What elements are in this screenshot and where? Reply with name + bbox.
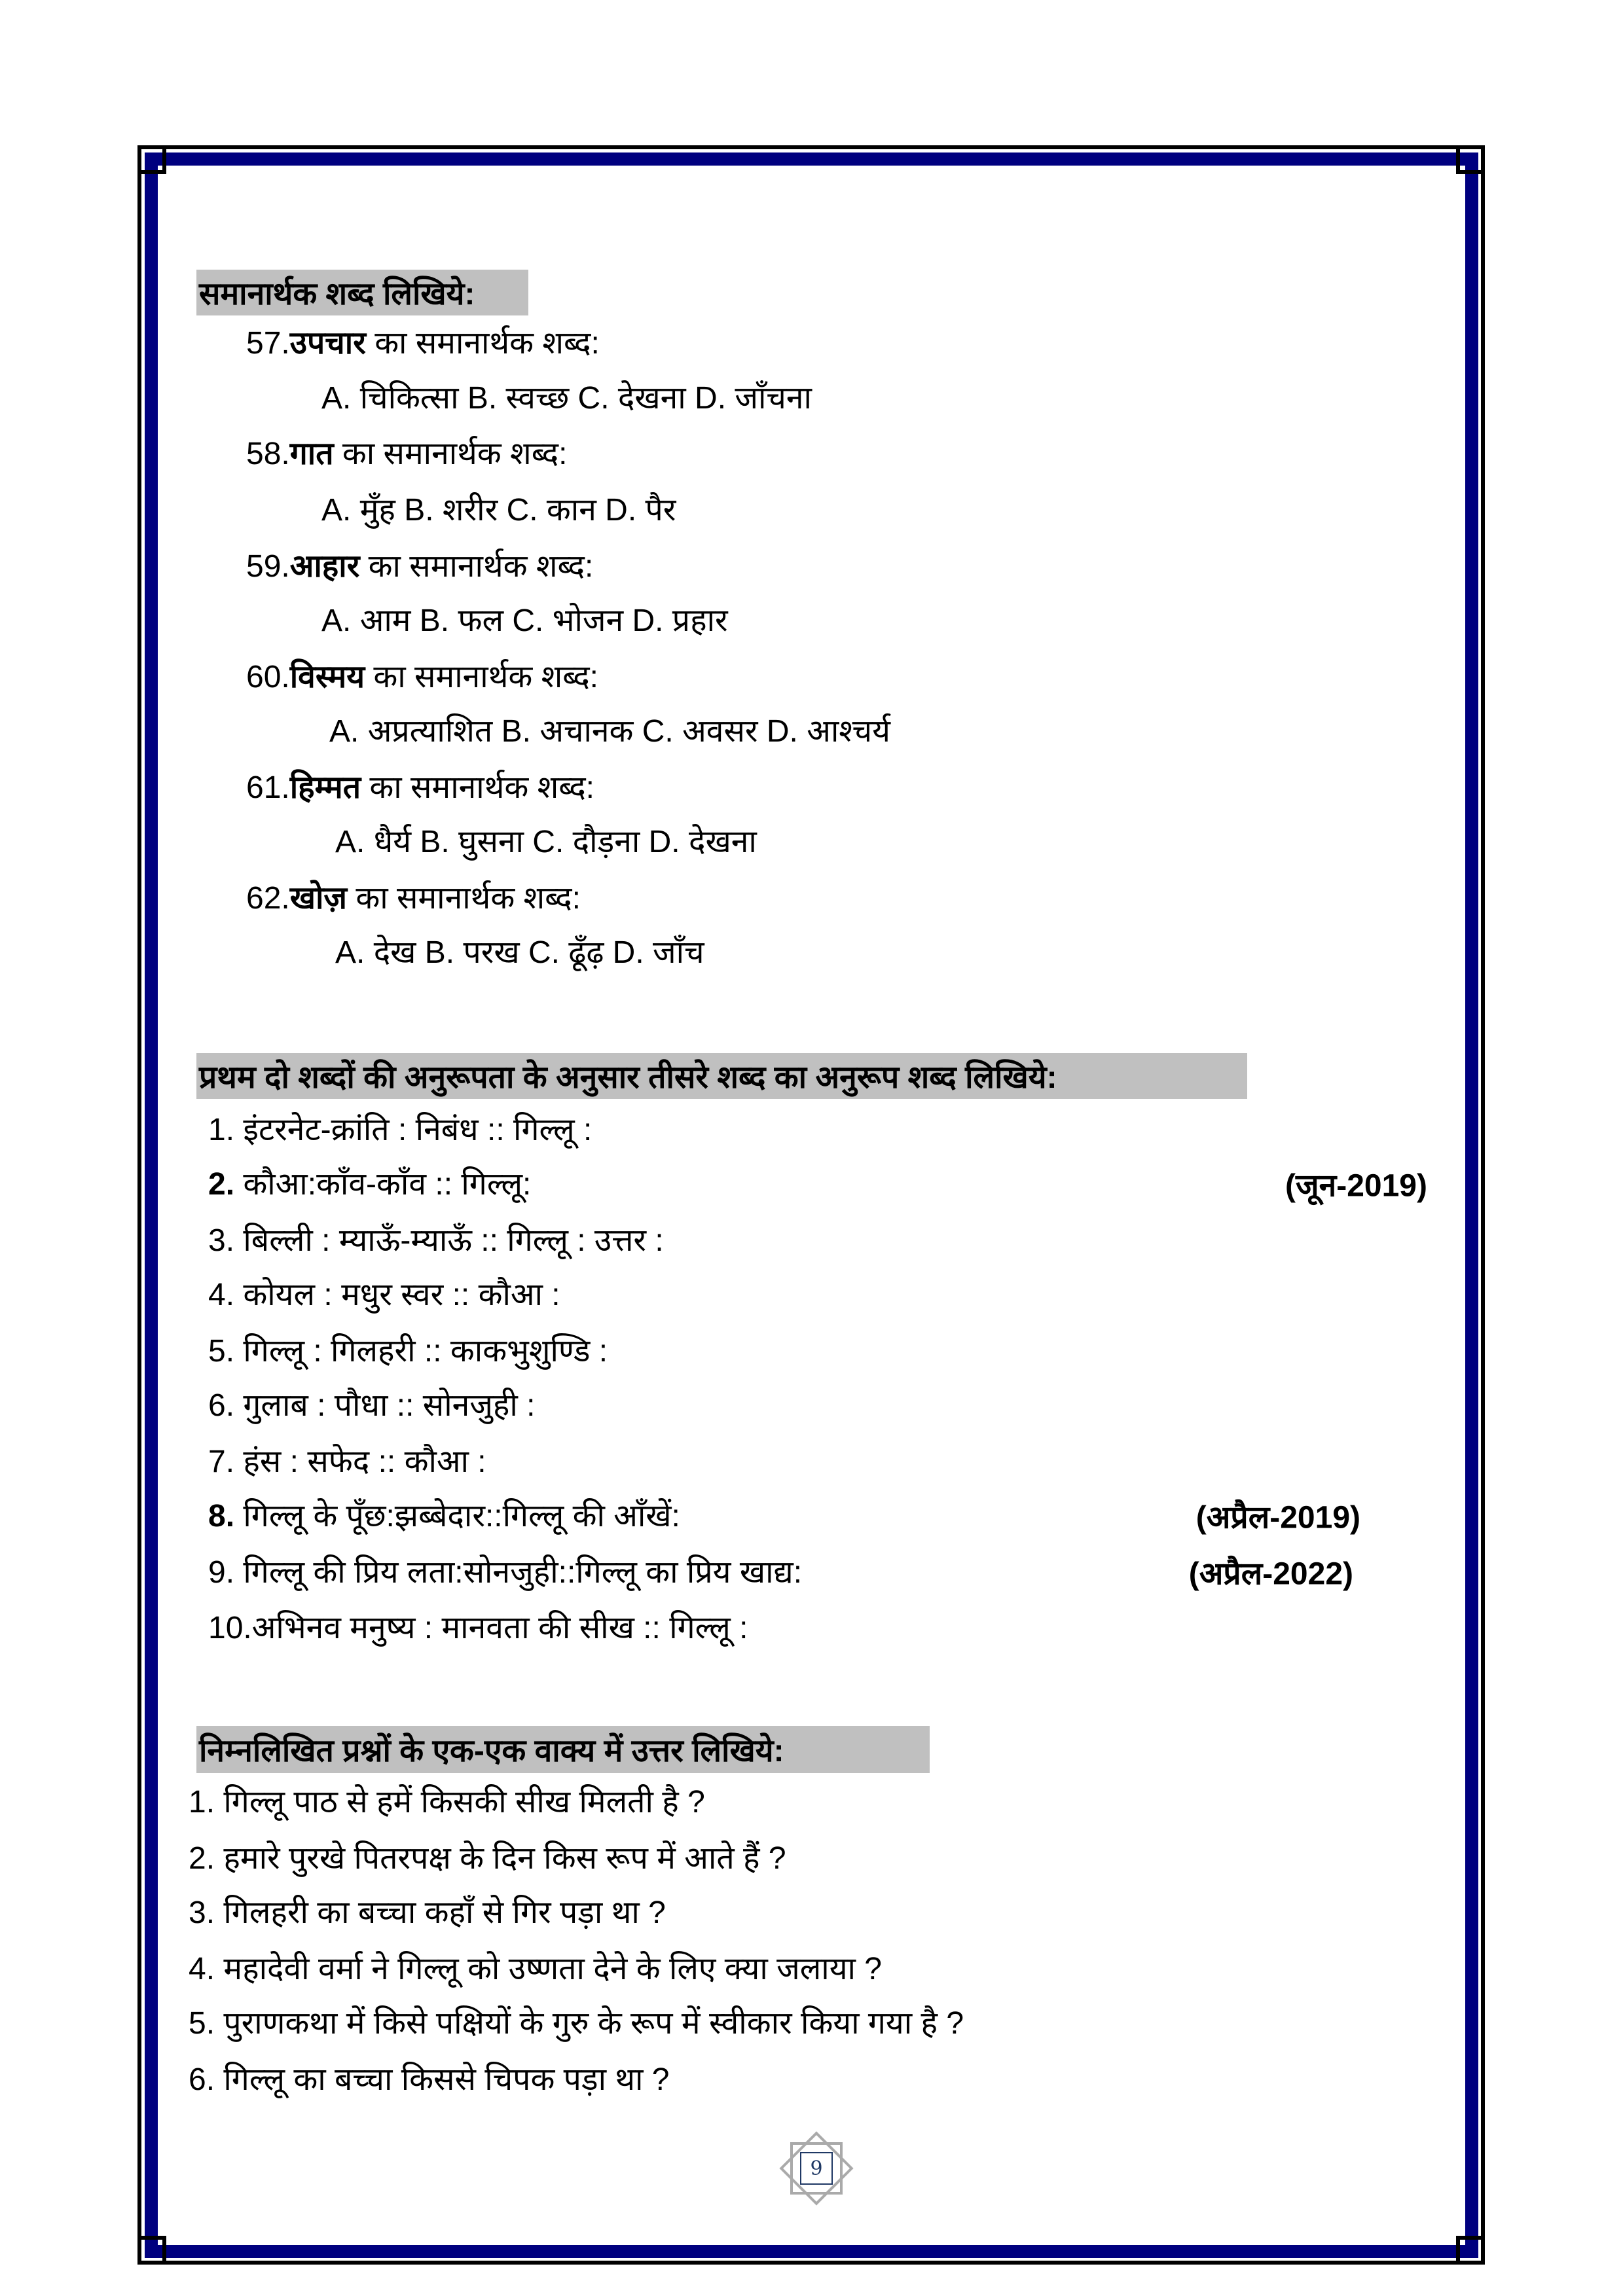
analogy-item (208, 1276, 560, 1315)
section-heading-short-answers: निम्नलिखित प्रश्नों के एक-एक वाक्य में उत्तर लिखिये: (196, 1726, 930, 1773)
analogy-item (208, 1386, 536, 1426)
item-number: 10. (208, 1611, 252, 1645)
corner-ornament (1456, 145, 1485, 174)
analogy-item (208, 1332, 608, 1371)
short-answer-question (189, 2004, 964, 2043)
item-number: 4. (208, 1278, 235, 1312)
question-text: का समानार्थक शब्द: (333, 437, 568, 471)
item-number: 3. (208, 1223, 235, 1258)
question-number: 61. (246, 770, 290, 805)
question-word: हिम्मत (289, 770, 361, 805)
item-text: गिल्लू : गिलहरी :: काकभुशुण्डि : (243, 1334, 608, 1369)
question-text: का समानार्थक शब्द: (359, 549, 594, 584)
synonym-question (246, 435, 568, 474)
synonym-question (246, 658, 598, 697)
question-number: 57. (246, 326, 290, 361)
item-text: गिल्लू की प्रिय लता:सोनजुही::गिल्लू का प्रिय खाद्य: (243, 1555, 803, 1590)
item-number: 4. (189, 1952, 215, 1986)
question-text: का समानार्थक शब्द: (361, 770, 595, 805)
question-text: का समानार्थक शब्द: (365, 660, 599, 694)
item-number: 5. (208, 1334, 235, 1369)
item-number: 8. (208, 1499, 235, 1534)
exam-year-label: (अप्रैल-2019) (1195, 1500, 1360, 1535)
item-number: 1. (208, 1113, 235, 1147)
item-text: बिल्ली : म्याऊँ-म्याऊँ :: गिल्लू : उत्तर : (243, 1223, 664, 1258)
question-word: खोज़ (289, 881, 348, 916)
answer-options: A. देख B. परख C. ढूँढ़ D. जाँच (335, 935, 704, 970)
analogy-item (208, 1443, 486, 1482)
answer-options: A. अप्रत्याशित B. अचानक C. अवसर D. आश्चर्य (329, 714, 890, 749)
question-word: गात (289, 437, 334, 471)
analogy-item (208, 1221, 664, 1261)
question-text: का समानार्थक शब्द: (365, 326, 600, 361)
section-heading-analogies: प्रथम दो शब्दों की अनुरूपता के अनुसार तीसरे शब्द का अनुरूप शब्द लिखिये: (196, 1053, 1247, 1099)
section-heading-synonyms: समानार्थक शब्द लिखिये: (196, 270, 528, 315)
item-text: महादेवी वर्मा ने गिल्लू को उष्णता देने के लिए क्या जलाया ? (223, 1952, 882, 1986)
synonym-question (246, 547, 593, 586)
question-text: का समानार्थक शब्द: (347, 881, 581, 916)
question-number: 62. (246, 881, 290, 916)
synonym-question (246, 324, 600, 363)
analogy-item (208, 1553, 802, 1592)
exam-year-label: (अप्रैल-2022) (1188, 1556, 1353, 1592)
corner-ornament (137, 145, 166, 174)
analogy-item (208, 1111, 592, 1150)
short-answer-question (189, 1950, 882, 1989)
short-answer-question (189, 2060, 670, 2100)
item-text: हंस : सफेद :: कौआ : (243, 1444, 486, 1479)
question-word: उपचार (289, 326, 366, 361)
question-word: विस्मय (289, 660, 365, 694)
item-text: कोयल : मधुर स्वर :: कौआ : (243, 1278, 560, 1312)
corner-ornament (1456, 2236, 1485, 2265)
question-number: 59. (246, 549, 290, 584)
answer-options: A. चिकित्सा B. स्वच्छ C. देखना D. जाँचना (321, 381, 812, 416)
question-number: 60. (246, 660, 290, 694)
analogy-item (208, 1497, 680, 1536)
item-number: 1. (189, 1785, 215, 1820)
short-answer-question (189, 1893, 666, 1933)
item-text: हमारे पुरखे पितरपक्ष के दिन किस रूप में आते हैं ? (223, 1841, 786, 1876)
answer-options: A. आम B. फल C. भोजन D. प्रहार (321, 603, 728, 638)
question-word: आहार (289, 549, 360, 584)
item-number: 6. (208, 1388, 235, 1423)
item-number: 6. (189, 2062, 215, 2097)
item-text: गुलाब : पौधा :: सोनजुही : (243, 1388, 536, 1423)
item-text: कौआ:काँव-काँव :: गिल्लू: (243, 1167, 532, 1202)
page-number-emblem (777, 2129, 856, 2208)
synonym-question (246, 879, 581, 918)
item-number: 2. (208, 1167, 235, 1202)
item-text: इंटरनेट-क्रांति : निबंध :: गिल्लू : (243, 1113, 593, 1147)
answer-options: A. मुँह B. शरीर C. कान D. पैर (321, 493, 676, 528)
analogy-item (208, 1165, 531, 1204)
item-text: गिलहरी का बच्चा कहाँ से गिर पड़ा था ? (223, 1895, 666, 1930)
exam-year-label: (जून-2019) (1285, 1168, 1427, 1204)
analogy-item (208, 1609, 748, 1648)
item-text: अभिनव मनुष्य : मानवता की सीख :: गिल्लू : (251, 1611, 748, 1645)
page-number: 9 (810, 2157, 823, 2180)
item-text: पुराणकथा में किसे पक्षियों के गुरु के रूप में स्वीकार किया गया है ? (223, 2006, 964, 2041)
question-number: 58. (246, 437, 290, 471)
item-number: 3. (189, 1895, 215, 1930)
item-number: 2. (189, 1841, 215, 1876)
synonym-question (246, 768, 594, 808)
item-text: गिल्लू के पूँछ:झब्बेदार::गिल्लू की आँखें: (243, 1499, 680, 1534)
item-text: गिल्लू का बच्चा किससे चिपक पड़ा था ? (223, 2062, 670, 2097)
item-number: 5. (189, 2006, 215, 2041)
corner-ornament (137, 2236, 166, 2265)
item-number: 9. (208, 1555, 235, 1590)
answer-options: A. धैर्य B. घुसना C. दौड़ना D. देखना (335, 825, 757, 859)
short-answer-question (189, 1839, 786, 1878)
item-number: 7. (208, 1444, 235, 1479)
short-answer-question (189, 1783, 705, 1822)
item-text: गिल्लू पाठ से हमें किसकी सीख मिलती है ? (223, 1785, 705, 1820)
